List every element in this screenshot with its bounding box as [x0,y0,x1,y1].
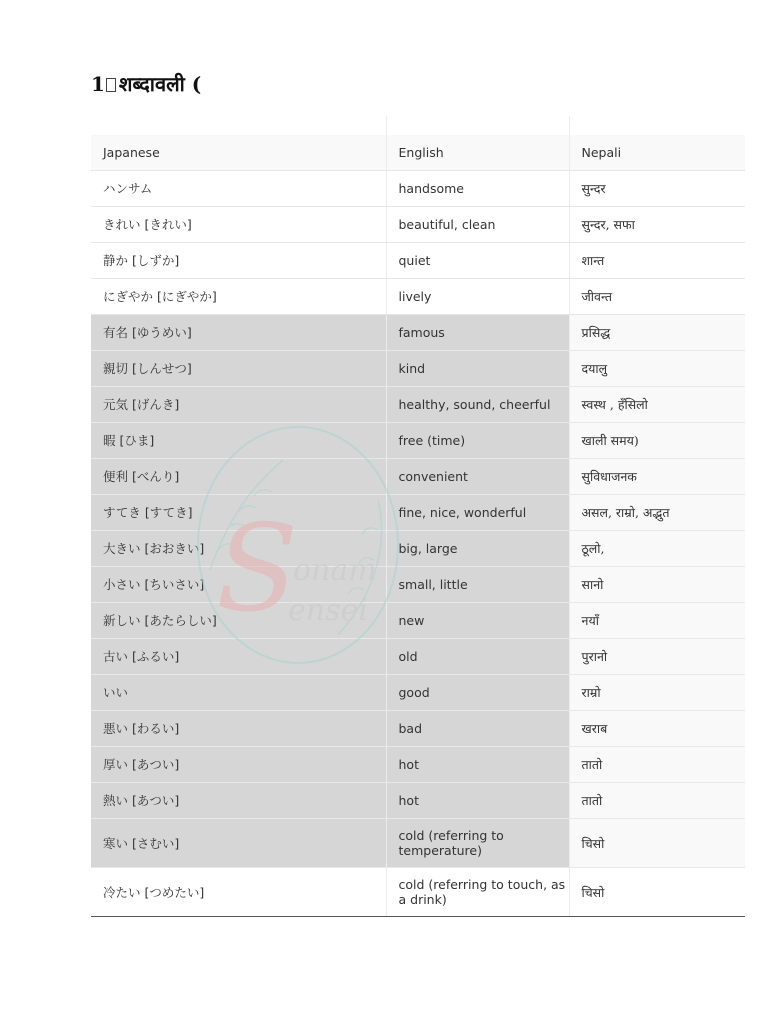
table-row [91,603,745,639]
nepali-cell: राम्रो [569,675,745,711]
japanese-cell: にぎやか [にぎやか] [91,279,386,315]
english-cell: kind [386,351,569,387]
japanese-cell: 冷たい [つめたい] [91,868,386,917]
table-row [91,459,745,495]
japanese-cell: 静か [しずか] [91,243,386,279]
english-cell: famous [386,315,569,351]
table-row [91,279,745,315]
english-cell: handsome [386,171,569,207]
english-cell: big, large [386,531,569,567]
english-cell: healthy, sound, cheerful [386,387,569,423]
watermark-line1: onam [293,553,377,588]
section-heading [91,70,201,97]
nepali-cell: नयाँ [569,603,745,639]
english-cell: beautiful, clean [386,207,569,243]
japanese-cell: 寒い [さむい] [91,819,386,868]
section-number: 1 [91,72,105,96]
japanese-cell: 新しい [あたらしい] [91,603,386,639]
missing-glyph-box [106,78,116,92]
japanese-cell: 厚い [あつい] [91,747,386,783]
table-row [91,639,745,675]
table-row [91,531,745,567]
table-row [91,387,745,423]
table-row [91,315,745,351]
japanese-cell: 暇 [ひま] [91,423,386,459]
table-row [91,711,745,747]
japanese-cell: すてき [すてき] [91,495,386,531]
japanese-cell: 古い [ふるい] [91,639,386,675]
table-row [91,171,745,207]
nepali-cell: सुन्दर [569,171,745,207]
nepali-cell: स्वस्थ , हँसिलो [569,387,745,423]
english-cell: hot [386,747,569,783]
japanese-cell: 便利 [べんり] [91,459,386,495]
watermark-initial: S [216,500,299,639]
nepali-cell: असल, राम्रो, अद्भुत [569,495,745,531]
japanese-cell: 親切 [しんせつ] [91,351,386,387]
table-row [91,747,745,783]
table-row [91,243,745,279]
table-header-row [91,135,745,171]
english-cell: good [386,675,569,711]
japanese-cell: 有名 [ゆうめい] [91,315,386,351]
japanese-cell: 小さい [ちいさい] [91,567,386,603]
japanese-cell: 悪い [わるい] [91,711,386,747]
nepali-cell: खराब [569,711,745,747]
english-cell: free (time) [386,423,569,459]
table-spacer-row [91,116,745,135]
japanese-cell: きれい [きれい] [91,207,386,243]
table-row [91,351,745,387]
english-cell: old [386,639,569,675]
nepali-cell: तातो [569,783,745,819]
nepali-cell: सुन्दर, सफा [569,207,745,243]
nepali-cell: ठूलो, [569,531,745,567]
english-cell: small, little [386,567,569,603]
nepali-cell: खाली समय) [569,423,745,459]
nepali-cell: चिसो [569,868,745,917]
english-cell: quiet [386,243,569,279]
column-header-japanese: Japanese [91,135,386,171]
watermark-line2: ensei [288,593,368,628]
table-row [91,423,745,459]
english-cell: fine, nice, wonderful [386,495,569,531]
japanese-cell: ハンサム [91,171,386,207]
english-cell: convenient [386,459,569,495]
table-row [91,675,745,711]
section-title: शब्दावली ( [118,72,202,96]
japanese-cell: 熱い [あつい] [91,783,386,819]
table-row [91,495,745,531]
nepali-cell: प्रसिद्ध [569,315,745,351]
japanese-cell: 大きい [おおきい] [91,531,386,567]
vocabulary-table [91,116,745,917]
japanese-cell: いい [91,675,386,711]
english-cell: lively [386,279,569,315]
nepali-cell: सानो [569,567,745,603]
japanese-cell: 元気 [げんき] [91,387,386,423]
nepali-cell: दयालु [569,351,745,387]
english-cell: cold (referring to touch, as a drink) [386,868,569,917]
nepali-cell: शान्त [569,243,745,279]
english-cell: cold (referring to temperature) [386,819,569,868]
table-row [91,868,745,917]
nepali-cell: जीवन्त [569,279,745,315]
english-cell: hot [386,783,569,819]
english-cell: bad [386,711,569,747]
nepali-cell: चिसो [569,819,745,868]
nepali-cell: सुविधाजनक [569,459,745,495]
table-row [91,207,745,243]
table-row [91,783,745,819]
table-row [91,567,745,603]
english-cell: new [386,603,569,639]
table-row [91,819,745,868]
nepali-cell: पुरानो [569,639,745,675]
column-header-english: English [386,135,569,171]
nepali-cell: तातो [569,747,745,783]
column-header-nepali: Nepali [569,135,745,171]
